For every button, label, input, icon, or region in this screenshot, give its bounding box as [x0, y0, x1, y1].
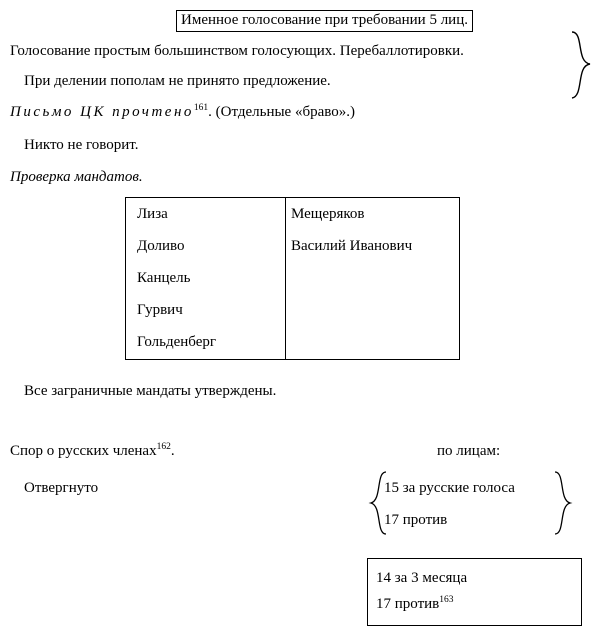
bottom-box-line-2-main: 17 против: [376, 596, 440, 612]
paragraph-2: При делении пополам не принято предложение.: [24, 73, 331, 89]
table-cell-name: Гурвич: [137, 301, 183, 318]
right-brace-icon: [568, 30, 608, 100]
vote-brace-line-2: 17 против: [384, 512, 448, 528]
paragraph-7-tail: .: [170, 443, 175, 459]
bottom-box-line-2: [376, 591, 573, 617]
heading-line: [176, 10, 473, 32]
table-cell-surname: Василий Иванович: [291, 237, 413, 254]
paragraph-4: Никто не говорит.: [24, 137, 139, 153]
table-row: [126, 262, 459, 294]
table-cell-name: Доливо: [137, 237, 185, 254]
table-cell-name: Гольденберг: [137, 333, 217, 350]
table-row: [126, 230, 459, 262]
table-cell-name: Канцель: [137, 269, 191, 286]
footnote-161: 161: [193, 103, 209, 113]
table-row: [126, 294, 459, 326]
heading-box: Именное голосование при требовании 5 лиц.: [176, 10, 473, 32]
right-brace-icon-2: [551, 470, 573, 536]
paragraph-1: Голосование простым большинством голосующих. Перебаллотировки.: [10, 43, 464, 59]
footnote-163: 163: [439, 595, 454, 605]
table-row: [126, 326, 459, 358]
paragraph-7-main: Спор о русских членах: [10, 443, 157, 459]
paragraph-5-mandate-check: Проверка мандатов.: [10, 169, 143, 185]
paragraph-3: [10, 104, 355, 121]
mandates-table: [125, 197, 460, 360]
paragraph-6: Все заграничные мандаты утверждены.: [24, 383, 277, 399]
paragraph-7-right-label: по лицам:: [437, 443, 501, 459]
vote-brace-line-1: 15 за русские голоса: [384, 480, 515, 496]
paragraph-7: [10, 443, 175, 460]
bottom-box-line-1: 14 за 3 месяца: [376, 570, 468, 586]
paragraph-3-tail: . (Отдельные «браво».): [208, 104, 355, 120]
paragraph-3-spaced-text: Письмо ЦК прочтено: [10, 104, 194, 120]
table-cell-surname: Мещеряков: [291, 205, 365, 222]
footnote-162: 162: [156, 442, 171, 452]
table-row: [126, 198, 459, 230]
bottom-vote-box: [367, 558, 582, 626]
paragraph-8: Отвергнуто: [24, 480, 99, 496]
table-cell-name: Лиза: [137, 205, 168, 222]
table-column-divider: [285, 197, 286, 360]
